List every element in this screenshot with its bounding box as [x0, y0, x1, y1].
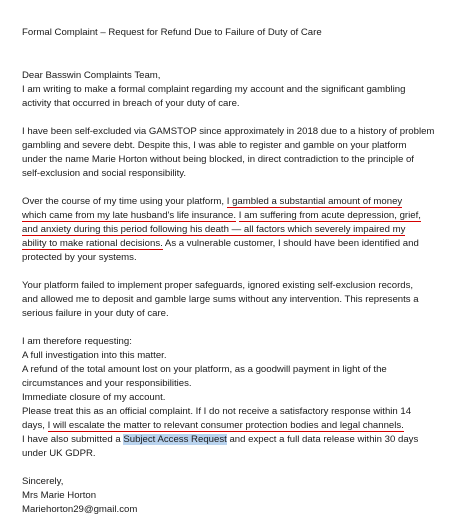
p2-line-3: under the name Marie Horton without being blocked, in direct contradiction to the principle of: [22, 154, 414, 165]
p5-line-5: Immediate closure of my account.: [22, 392, 166, 403]
p5-line-8-end: and expect a full data release within 30 days: [226, 434, 419, 445]
p4-line-2: and allowed me to deposit and gamble large sums without any intervention. This represents a: [22, 294, 419, 305]
letter-title: Formal Complaint – Request for Refund Due to Failure of Duty of Care: [22, 27, 322, 38]
p5-line-8: [22, 433, 440, 447]
paragraph-failures: [22, 279, 440, 321]
underlined-anxiety: and anxiety during this period following his death — all factors which severely impaired my: [22, 224, 406, 235]
p5-line-4: circumstances and your responsibilities.: [22, 378, 192, 389]
salutation-block: [22, 69, 440, 111]
p5-line-7-start: days,: [22, 420, 48, 431]
p3-line-3: [22, 223, 440, 237]
underlined-gambled-amount: I gambled a substantial amount of money: [226, 196, 403, 207]
underlined-depression: I am suffering from acute depression, grief,: [238, 210, 421, 221]
paragraph-vulnerability: [22, 195, 440, 265]
p3-line-4-end: As a vulnerable customer, I should have been identified and: [162, 238, 419, 249]
p2-line-1: I have been self-excluded via GAMSTOP since approximately in 2018 due to a history of problem: [22, 126, 435, 137]
salutation: Dear Basswin Complaints Team,: [22, 70, 161, 81]
p3-line-1-start: Over the course of my time using your platform,: [22, 196, 227, 207]
p3-line-4: [22, 237, 440, 251]
p4-line-1: Your platform failed to implement proper safeguards, ignored existing self-exclusion records,: [22, 280, 414, 291]
underlined-rational-decisions: ability to make rational decisions.: [22, 238, 163, 249]
underlined-life-insurance: which came from my late husband's life insurance.: [22, 210, 237, 221]
signoff-email: Mariehorton29@gmail.com: [22, 504, 138, 515]
p5-line-9: under UK GDPR.: [22, 448, 96, 459]
p3-line-2: [22, 209, 440, 223]
p5-line-2: A full investigation into this matter.: [22, 350, 167, 361]
p3-line-5: protected by your systems.: [22, 252, 137, 263]
complaint-letter: [22, 26, 440, 531]
underlined-escalate: I will escalate the matter to relevant consumer protection bodies and legal channels.: [47, 420, 404, 431]
p5-line-6: Please treat this as an official complaint. If I do not receive a satisfactory response within 14: [22, 406, 412, 417]
intro-line-1: I am writing to make a formal complaint regarding my account and the significant gambling: [22, 84, 406, 95]
paragraph-self-exclusion: [22, 125, 440, 181]
p5-line-3: A refund of the total amount lost on your platform, as a goodwill payment in light of the: [22, 364, 387, 375]
p5-line-1: I am therefore requesting:: [22, 336, 132, 347]
p2-line-2: gambling and severe debt. Despite this, I was able to register and gamble on your platform: [22, 140, 407, 151]
p2-line-4: self-exclusion and social responsibility.: [22, 168, 187, 179]
signoff-block: [22, 475, 440, 517]
p5-line-8-start: I have also submitted a: [22, 434, 124, 445]
paragraph-requests: [22, 335, 440, 461]
p3-line-1: [22, 195, 440, 209]
intro-line-2: activity that occurred in breach of your duty of care.: [22, 98, 240, 109]
p4-line-3: serious failure in your duty of care.: [22, 308, 169, 319]
highlighted-subject-access-request: Subject Access Request: [123, 434, 227, 445]
signoff-name: Mrs Marie Horton: [22, 490, 97, 501]
signoff-sincerely: Sincerely,: [22, 476, 64, 487]
p5-line-7: [22, 419, 440, 433]
